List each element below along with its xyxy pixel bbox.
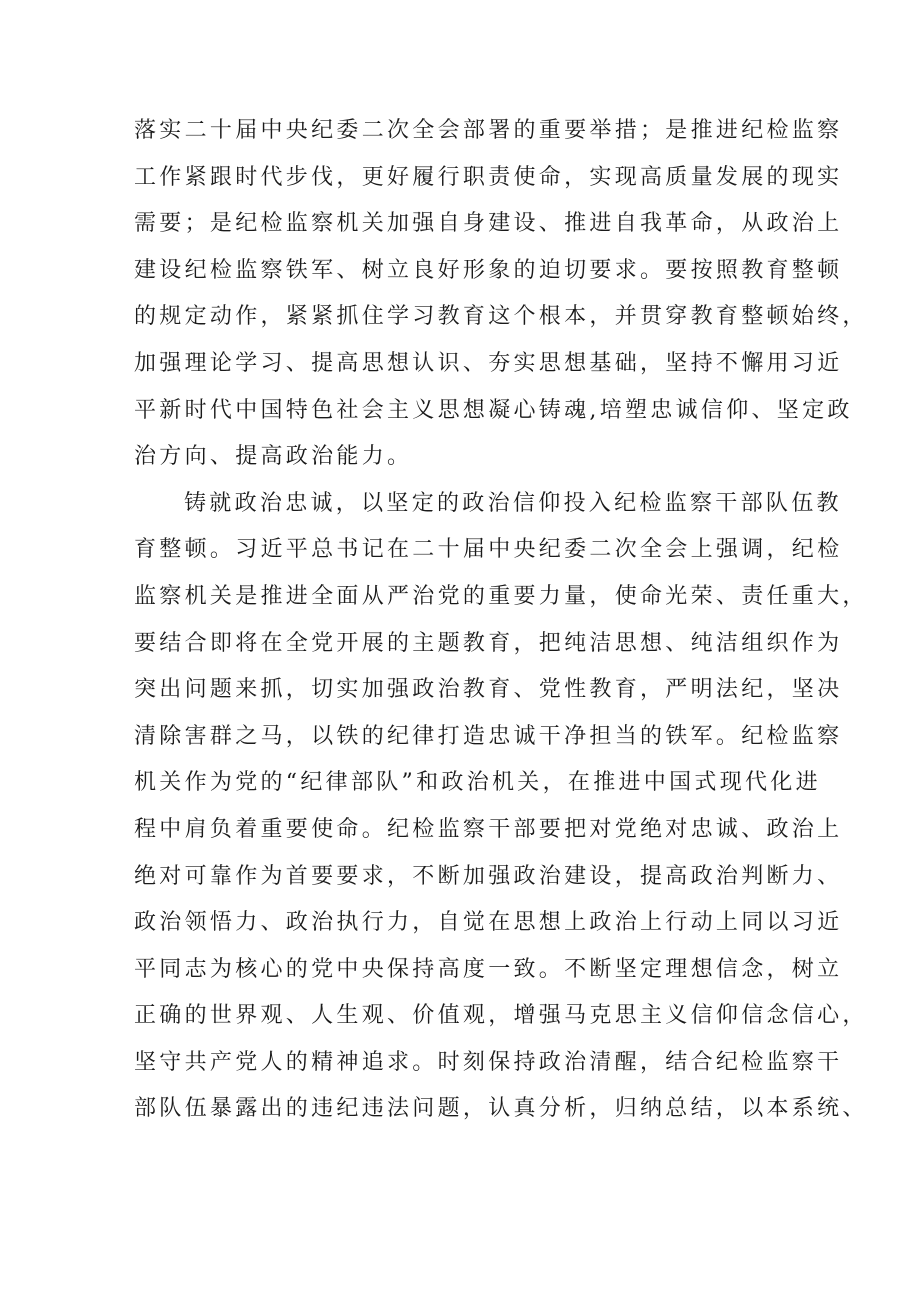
text-line: 部队伍暴露出的违纪违法问题，认真分析，归纳总结，以本系统、 bbox=[134, 1096, 868, 1122]
text-line: 加强理论学习、提高思想认识、夯实思想基础，坚持不懈用习近 bbox=[134, 350, 843, 376]
text-line: 建设纪检监察铁军、树立良好形象的迫切要求。要按照教育整顿 bbox=[134, 257, 843, 283]
text-line: 政治领悟力、政治执行力，自觉在思想上政治上行动上同以习近 bbox=[134, 910, 843, 936]
text-line: 落实二十届中央纪委二次全会部署的重要举措；是推进纪检监察 bbox=[134, 118, 843, 143]
text-line: 平新时代中国特色社会主义思想凝心铸魂,培塑忠诚信仰、坚定政 bbox=[134, 397, 853, 423]
text-line: 绝对可靠作为首要要求，不断加强政治建设，提高政治判断力、 bbox=[134, 863, 843, 889]
text-line: 的规定动作，紧紧抓住学习教育这个根本，并贯穿教育整顿始终， bbox=[134, 304, 868, 330]
text-line: 监察机关是推进全面从严治党的重要力量，使命光荣、责任重大， bbox=[134, 583, 868, 609]
text-line: 育整顿。习近平总书记在二十届中央纪委二次全会上强调，纪检 bbox=[134, 537, 843, 563]
text-line: 工作紧跟时代步伐，更好履行职责使命，实现高质量发展的现实 bbox=[134, 164, 843, 190]
text-line: 机关作为党的“纪律部队”和政治机关，在推进中国式现代化进 bbox=[134, 770, 821, 796]
text-line: 突出问题来抓，切实加强政治教育、党性教育，严明法纪，坚决 bbox=[134, 677, 843, 703]
paragraph-2 bbox=[134, 481, 868, 1133]
text-line: 平同志为核心的党中央保持高度一致。不断坚定理想信念，树立 bbox=[134, 956, 843, 982]
text-line: 要结合即将在全党开展的主题教育，把纯洁思想、纯洁组织作为 bbox=[134, 630, 843, 656]
document-body bbox=[134, 108, 868, 1133]
paragraph-1 bbox=[134, 108, 868, 481]
text-line: 坚守共产党人的精神追求。时刻保持政治清醒，结合纪检监察干 bbox=[134, 1049, 843, 1075]
text-line: 需要；是纪检监察机关加强自身建设、推进自我革命，从政治上 bbox=[134, 211, 843, 237]
text-line: 正确的世界观、人生观、价值观，增强马克思主义信仰信念信心， bbox=[134, 1003, 868, 1029]
text-line: 铸就政治忠诚，以坚定的政治信仰投入纪检监察干部队伍教 bbox=[184, 490, 842, 516]
text-line: 清除害群之马，以铁的纪律打造忠诚干净担当的铁军。纪检监察 bbox=[134, 723, 843, 749]
text-line: 治方向、提高政治能力。 bbox=[134, 444, 413, 470]
text-line: 程中肩负着重要使命。纪检监察干部要把对党绝对忠诚、政治上 bbox=[134, 816, 843, 842]
